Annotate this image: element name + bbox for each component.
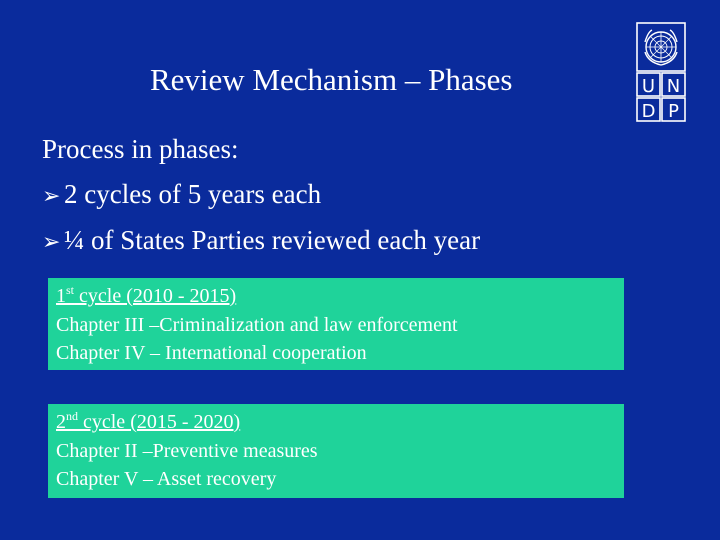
bullet-text: ¼ of States Parties reviewed each year xyxy=(64,225,481,255)
chapter-line: Chapter IV – International cooperation xyxy=(56,342,367,364)
cycle-period: cycle (2010 - 2015) xyxy=(74,285,237,307)
bullet-text: 2 cycles of 5 years each xyxy=(64,179,322,209)
cycle-heading xyxy=(56,408,624,437)
logo-letter-p: P xyxy=(668,101,679,122)
chapter-line: Chapter V – Asset recovery xyxy=(56,468,277,490)
cycle-ordinal-suffix: st xyxy=(66,283,75,297)
slide-title: Review Mechanism – Phases xyxy=(150,62,513,97)
intro-text: Process in phases: xyxy=(42,134,239,164)
arrow-bullet-icon: ➢ xyxy=(42,230,61,255)
cycle-box-2 xyxy=(48,404,624,498)
cycle-number: 2 xyxy=(56,411,66,433)
logo-letter-n: N xyxy=(666,76,681,97)
cycle-number: 1 xyxy=(56,285,66,307)
chapter-line: Chapter II –Preventive measures xyxy=(56,439,318,462)
cycle-box-1 xyxy=(48,278,624,370)
cycle-ordinal-suffix: nd xyxy=(66,409,78,423)
logo-letter-u: U xyxy=(641,76,656,97)
undp-logo xyxy=(636,22,686,122)
cycle-period: cycle (2015 - 2020) xyxy=(78,411,241,433)
cycle-heading xyxy=(56,282,624,311)
logo-letter-d: D xyxy=(641,101,656,122)
bullet-item xyxy=(42,179,321,210)
un-emblem-icon xyxy=(636,22,686,122)
arrow-bullet-icon: ➢ xyxy=(42,184,61,209)
chapter-line: Chapter III –Criminalization and law enforcement xyxy=(56,313,458,336)
bullet-item xyxy=(42,225,480,256)
